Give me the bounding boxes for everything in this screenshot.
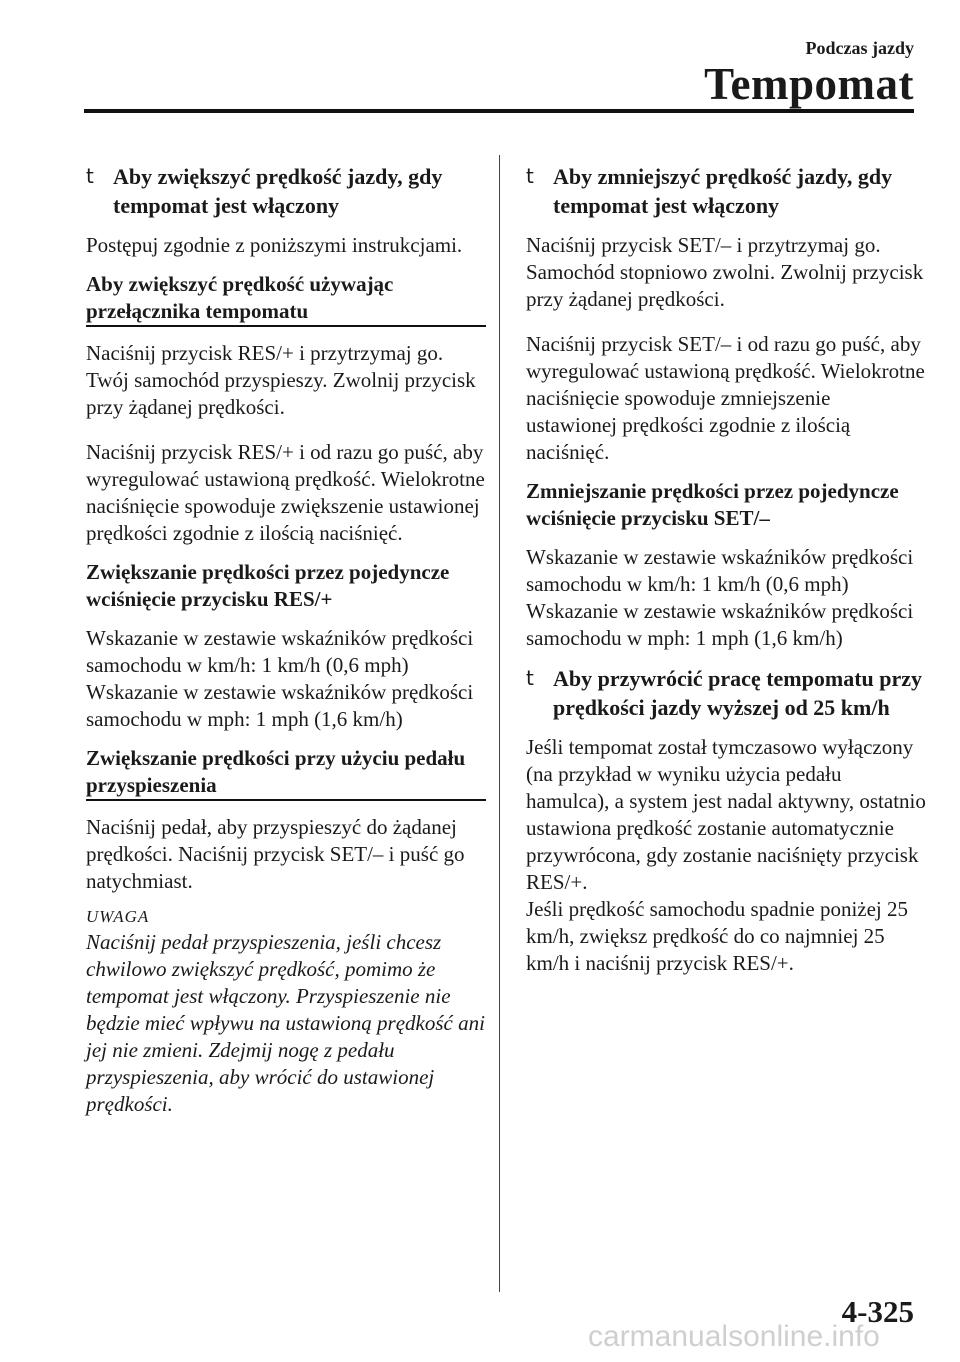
paragraph: Naciśnij przycisk SET/– i od razu go puść, aby wyregulować ustawioną prędkość. Wielokrotne naciśnięcie spowoduje zmniejszenie ustawionej prędkości zgodnie z ilością naciśnięć. xyxy=(526,332,925,464)
paragraph: Wskazanie w zestawie wskaźników prędkości samochodu w mph: 1 mph (1,6 km/h) xyxy=(526,599,914,650)
paragraph: Naciśnij pedał, aby przyspieszyć do żądanej prędkości. Naciśnij przycisk SET/– i puść go natychmiast. xyxy=(86,815,465,893)
subsection-title: Aby zwiększyć prędkość używając przełącznika tempomatu xyxy=(86,271,486,327)
paragraph: Wskazanie w zestawie wskaźników prędkości samochodu w mph: 1 mph (1,6 km/h) xyxy=(86,680,474,731)
bullet-icon: t xyxy=(86,164,94,188)
bold-heading: Zmniejszanie prędkości przez pojedyncze wciśnięcie przycisku SET/– xyxy=(526,479,899,530)
watermark: carmanualsonline.info xyxy=(588,1320,880,1353)
column-divider xyxy=(499,155,500,1292)
bullet-icon: t xyxy=(526,666,534,690)
section-heading-text: Aby zwiększyć prędkość jazdy, gdy tempomat jest włączony xyxy=(113,164,443,218)
paragraph: Wskazanie w zestawie wskaźników prędkości samochodu w km/h: 1 km/h (0,6 mph) xyxy=(526,545,914,596)
section-heading xyxy=(86,162,486,220)
section-heading xyxy=(526,664,926,722)
bold-heading: Zwiększanie prędkości przez pojedyncze wciśnięcie przycisku RES/+ xyxy=(86,560,450,611)
left-column xyxy=(86,162,486,1118)
paragraph: Naciśnij przycisk SET/– i przytrzymaj go. Samochód stopniowo zwolni. Zwolnij przycisk przy żądanej prędkości. xyxy=(526,233,924,311)
right-column xyxy=(526,162,926,989)
paragraph: Jeśli tempomat został tymczasowo wyłączony (na przykład w wyniku użycia pedału hamulca), a system jest nadal aktywny, ostatnio ustawiona prędkość zostanie automatycznie przywrócona, gdy zostanie naciśnięty przycisk RES/+. xyxy=(526,735,926,894)
bullet-icon: t xyxy=(526,164,534,188)
section-label: Podczas jazdy xyxy=(805,38,914,58)
section-heading-text: Aby zmniejszyć prędkość jazdy, gdy tempomat jest włączony xyxy=(553,164,893,218)
paragraph: Naciśnij przycisk RES/+ i od razu go puść, aby wyregulować ustawioną prędkość. Wielokrotne naciśnięcie spowoduje zwiększenie ustawionej prędkości zgodnie z ilością naciśnięć. xyxy=(86,440,485,545)
note-title: UWAGA xyxy=(86,907,150,926)
paragraph: Jeśli prędkość samochodu spadnie poniżej 25 km/h, zwiększ prędkość do co najmniej 25 km/h i naciśnij przycisk RES/+. xyxy=(526,897,908,975)
note-text: Naciśnij pedał przyspieszenia, jeśli chcesz chwilowo zwiększyć prędkość, pomimo że tempomat jest włączony. Przyspieszenie nie będzie mieć wpływu na ustawioną prędkość ani jej nie zmieni. Zdejmij nogę z pedału przyspieszenia, aby wrócić do ustawionej prędkości. xyxy=(86,930,485,1116)
intro-paragraph: Postępuj zgodnie z poniższymi instrukcjami. xyxy=(86,233,463,257)
section-heading xyxy=(526,162,926,220)
section-heading-text: Aby przywrócić pracę tempomatu przy prędkości jazdy wyższej od 25 km/h xyxy=(553,666,923,720)
header-rule xyxy=(84,109,914,113)
paragraph: Wskazanie w zestawie wskaźników prędkości samochodu w km/h: 1 km/h (0,6 mph) xyxy=(86,626,474,677)
page-title: Tempomat xyxy=(704,59,914,109)
paragraph: Naciśnij przycisk RES/+ i przytrzymaj go. Twój samochód przyspieszy. Zwolnij przycisk przy żądanej prędkości. xyxy=(86,341,476,419)
subsection-title: Zwiększanie prędkości przy użyciu pedału przyspieszenia xyxy=(86,745,486,801)
page-number: 4-325 xyxy=(841,1294,914,1329)
